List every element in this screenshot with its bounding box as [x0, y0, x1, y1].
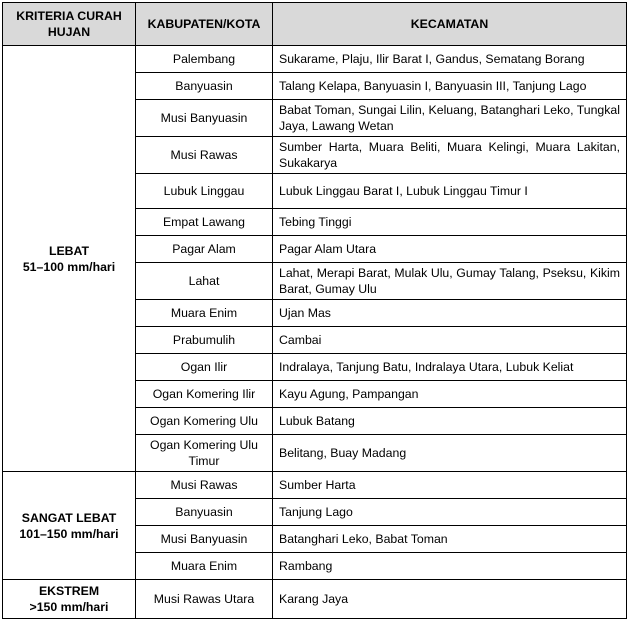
kabupaten-cell: Banyuasin — [136, 499, 273, 526]
kabupaten-cell: Banyuasin — [136, 73, 273, 100]
kabupaten-cell: Ogan Ilir — [136, 354, 273, 381]
header-kecamatan: KECAMATAN — [273, 3, 627, 46]
kabupaten-cell: Lubuk Linggau — [136, 174, 273, 209]
kecamatan-cell: Ujan Mas — [273, 300, 627, 327]
kecamatan-cell: Sumber Harta — [273, 472, 627, 499]
kecamatan-cell: Talang Kelapa, Banyuasin I, Banyuasin III, Tanjung Lago — [273, 73, 627, 100]
kabupaten-cell: Musi Banyuasin — [136, 100, 273, 137]
kabupaten-cell: Musi Rawas — [136, 137, 273, 174]
table-row — [3, 472, 627, 499]
criteria-label: LEBAT — [48, 243, 90, 258]
table-body — [3, 46, 627, 619]
criteria-range: 101–150 mm/hari — [19, 526, 119, 541]
criteria-cell — [3, 580, 136, 619]
kabupaten-cell: Muara Enim — [136, 300, 273, 327]
kecamatan-cell: Lubuk Batang — [273, 408, 627, 435]
kecamatan-cell: Belitang, Buay Madang — [273, 435, 627, 472]
kabupaten-cell: Lahat — [136, 263, 273, 300]
kecamatan-cell: Karang Jaya — [273, 580, 627, 619]
document-page — [2, 2, 627, 619]
kecamatan-cell: Kayu Agung, Pampangan — [273, 381, 627, 408]
header-kabupaten: KABUPATEN/KOTA — [136, 3, 273, 46]
header-criteria: KRITERIA CURAH HUJAN — [3, 3, 136, 46]
kabupaten-cell: Ogan Komering Ilir — [136, 381, 273, 408]
kabupaten-cell: Ogan Komering Ulu — [136, 408, 273, 435]
criteria-cell — [3, 472, 136, 580]
rainfall-table — [2, 2, 627, 619]
kecamatan-cell: Pagar Alam Utara — [273, 236, 627, 263]
kecamatan-cell: Lahat, Merapi Barat, Mulak Ulu, Gumay Talang, Pseksu, Kikim Barat, Gumay Ulu — [273, 263, 627, 300]
table-header-row — [3, 3, 627, 46]
kecamatan-cell: Lubuk Linggau Barat I, Lubuk Linggau Timur I — [273, 174, 627, 209]
kabupaten-cell: Ogan Komering Ulu Timur — [136, 435, 273, 472]
kecamatan-cell: Batanghari Leko, Babat Toman — [273, 526, 627, 553]
kecamatan-cell: Sumber Harta, Muara Beliti, Muara Kelingi, Muara Lakitan, Sukakarya — [273, 137, 627, 174]
kecamatan-cell: Sukarame, Plaju, Ilir Barat I, Gandus, Sematang Borang — [273, 46, 627, 73]
kabupaten-cell: Musi Banyuasin — [136, 526, 273, 553]
criteria-range: 51–100 mm/hari — [22, 259, 116, 274]
table-row — [3, 580, 627, 619]
kabupaten-cell: Musi Rawas — [136, 472, 273, 499]
kabupaten-cell: Musi Rawas Utara — [136, 580, 273, 619]
criteria-label: EKSTREM — [38, 584, 100, 598]
kabupaten-cell: Empat Lawang — [136, 209, 273, 236]
criteria-cell — [3, 46, 136, 472]
kecamatan-cell: Cambai — [273, 327, 627, 354]
kabupaten-cell: Palembang — [136, 46, 273, 73]
kecamatan-cell: Indralaya, Tanjung Batu, Indralaya Utara, Lubuk Keliat — [273, 354, 627, 381]
criteria-label: SANGAT LEBAT — [21, 510, 117, 525]
kabupaten-cell: Prabumulih — [136, 327, 273, 354]
criteria-range: >150 mm/hari — [29, 600, 109, 614]
table-row — [3, 46, 627, 73]
kecamatan-cell: Tebing Tinggi — [273, 209, 627, 236]
kecamatan-cell: Babat Toman, Sungai Lilin, Keluang, Batanghari Leko, Tungkal Jaya, Lawang Wetan — [273, 100, 627, 137]
kabupaten-cell: Pagar Alam — [136, 236, 273, 263]
kecamatan-cell: Rambang — [273, 553, 627, 580]
kecamatan-cell: Tanjung Lago — [273, 499, 627, 526]
kabupaten-cell: Muara Enim — [136, 553, 273, 580]
